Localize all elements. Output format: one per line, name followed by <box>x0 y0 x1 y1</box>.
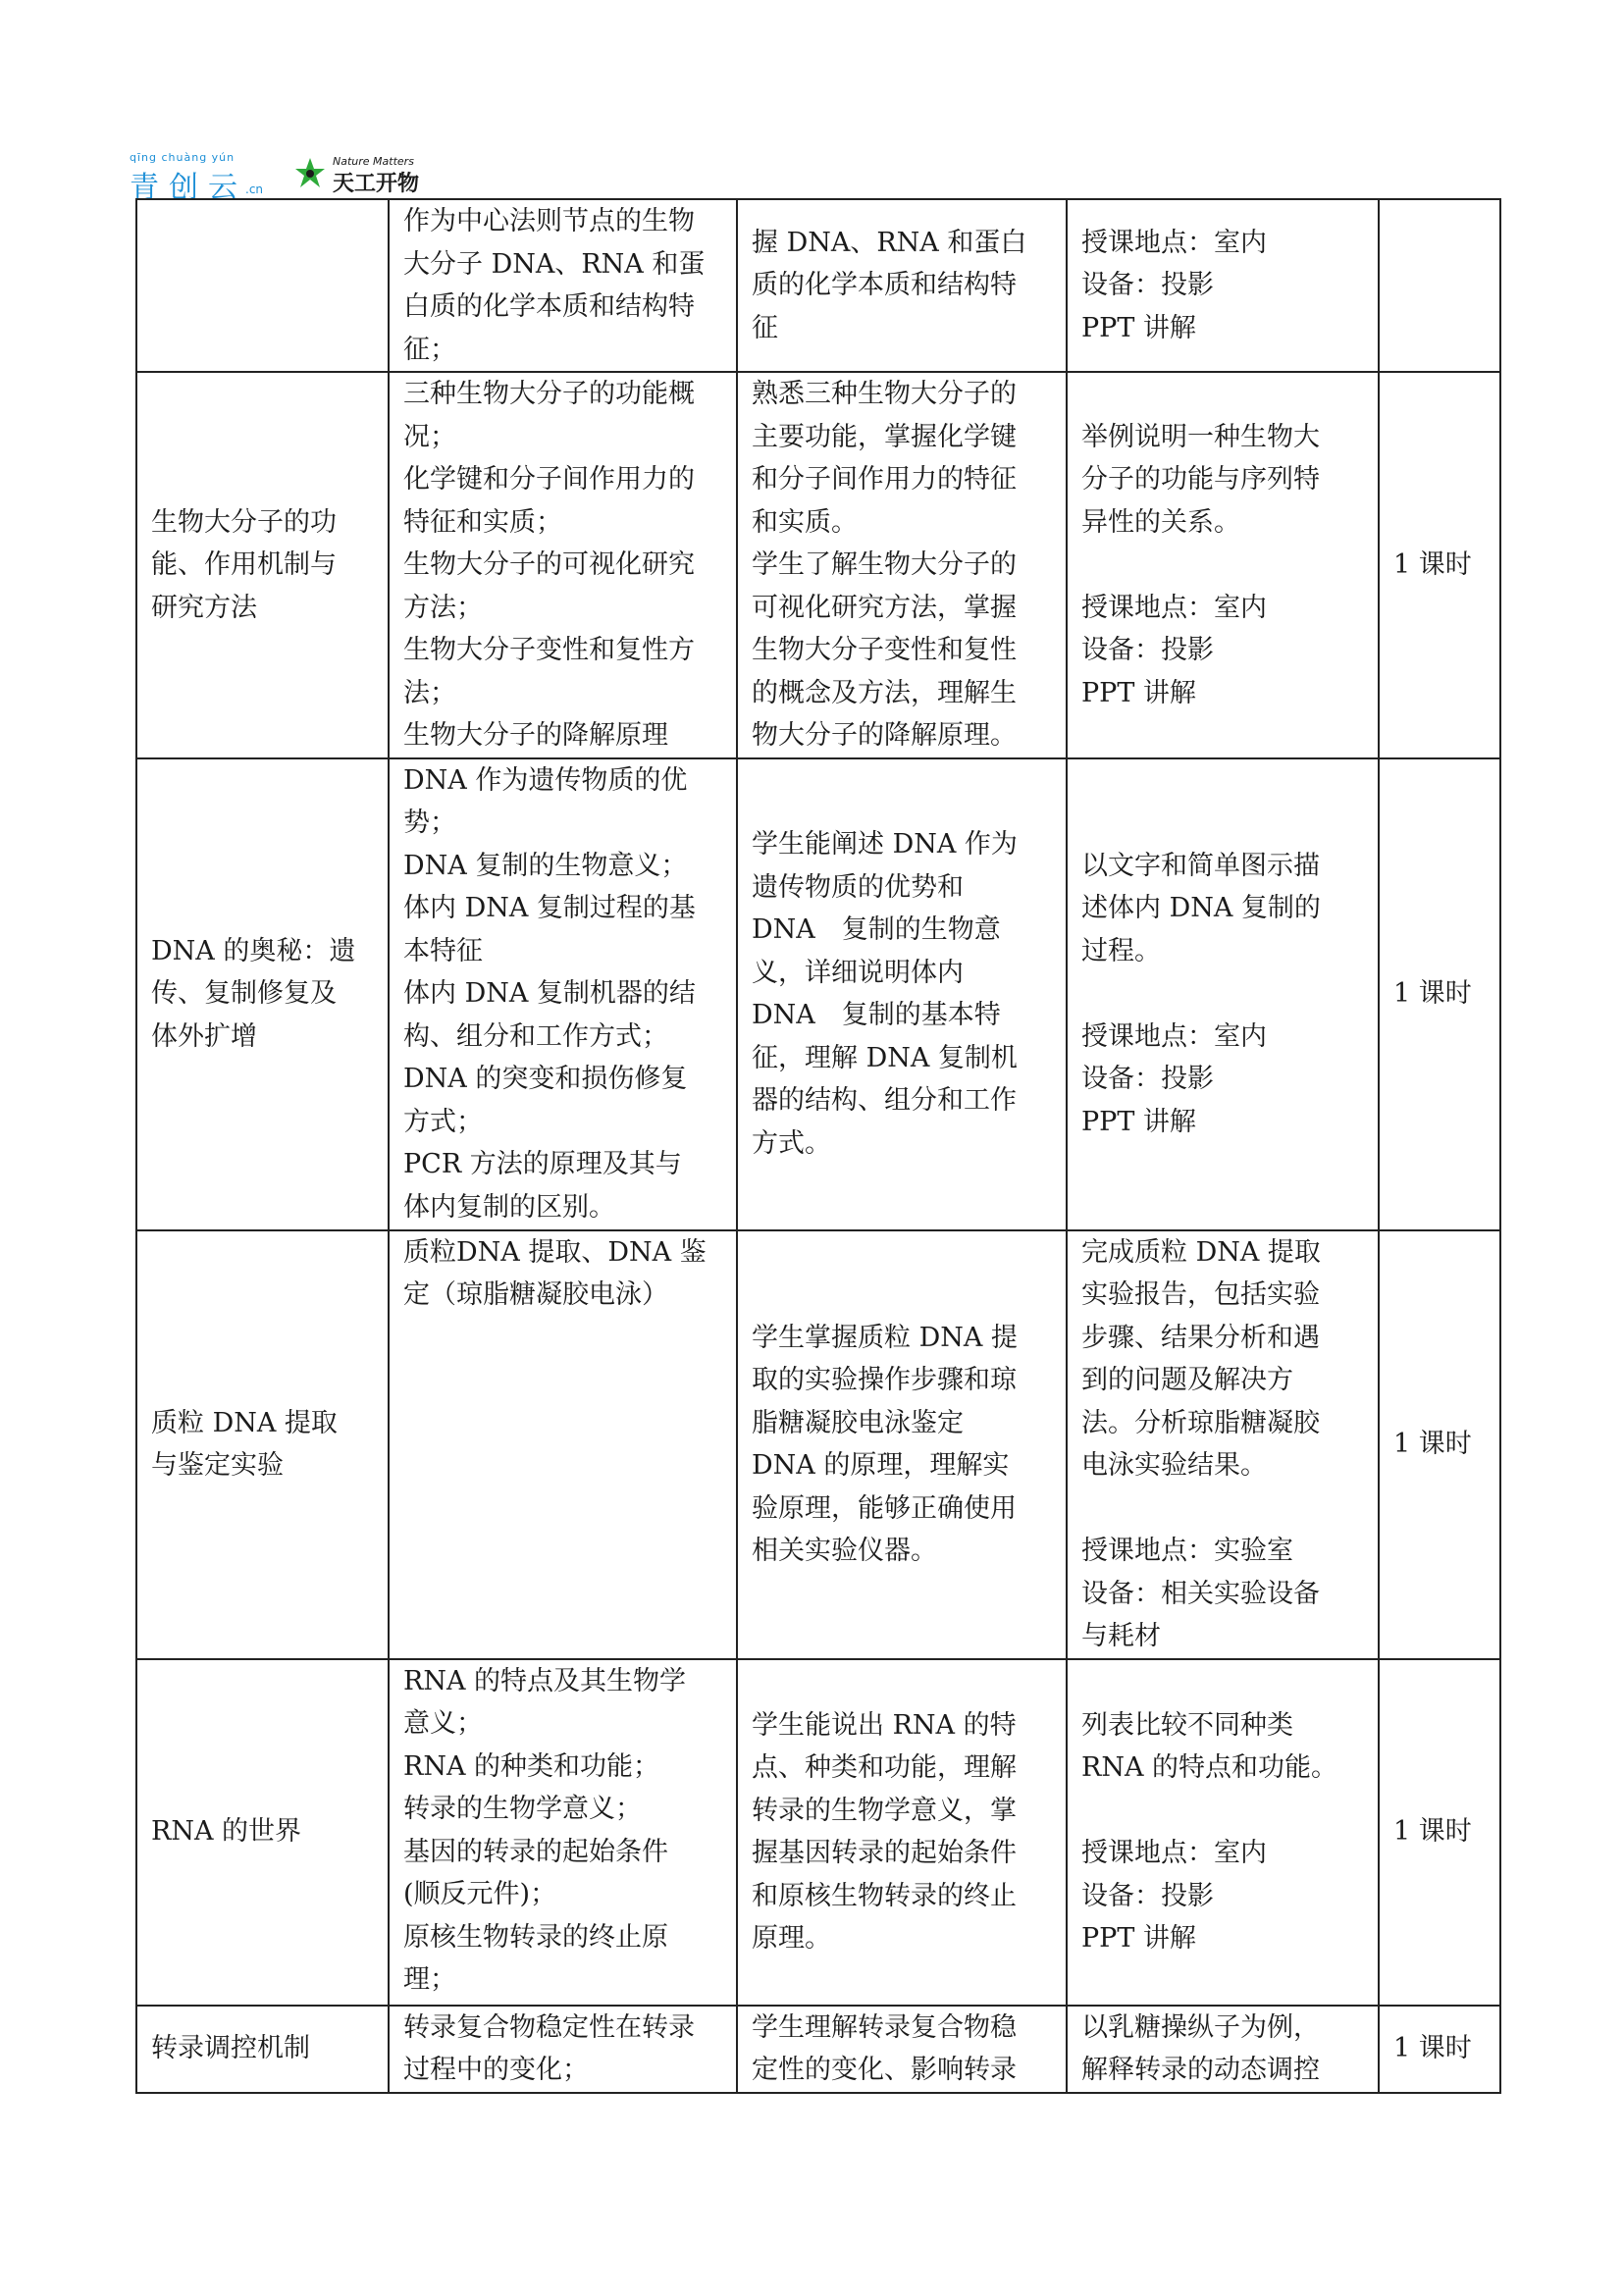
cell-line: 学生了解生物大分子的 <box>752 549 1017 580</box>
cell-line: 设备：投影 <box>1081 1880 1214 1911</box>
cell-line: 授课地点：室内 <box>1081 592 1267 623</box>
partner-zh: 天工开物 <box>333 172 420 196</box>
cell-line: 设备：相关实验设备 <box>1081 1578 1320 1609</box>
cell-line: 生物大分子的可视化研究 <box>403 549 695 580</box>
cell-line: 和原核生物转录的终止 <box>752 1880 1017 1911</box>
cell-line: 大分子 DNA、RNA 和蛋 <box>403 248 706 280</box>
blank-line <box>1081 972 1364 1016</box>
objectives-cell <box>737 199 1067 372</box>
cell-line: 质的化学本质和结构特 <box>752 270 1017 301</box>
table-row <box>136 2006 1500 2093</box>
cell-line: 转录复合物稳定性在转录 <box>403 2011 695 2043</box>
cell-line: DNA 的突变和损伤修复 <box>403 1064 688 1094</box>
content-cell <box>389 372 737 758</box>
hours-cell <box>1379 372 1500 758</box>
content-cell <box>389 758 737 1230</box>
cell-line: PPT 讲解 <box>1081 1106 1196 1137</box>
cell-line: 定性的变化、影响转录 <box>752 2055 1017 2085</box>
cell-line: 方式； <box>403 1106 483 1137</box>
cell-line: DNA 的奥秘：遗 <box>151 935 356 966</box>
table-row <box>136 1659 1500 2006</box>
cell-line: 征 <box>752 312 778 343</box>
activities-cell <box>1067 2006 1379 2093</box>
table-row <box>136 372 1500 758</box>
cell-line: 授课地点：实验室 <box>1081 1536 1293 1566</box>
cell-line: 转录的生物学意义； <box>403 1794 642 1824</box>
cell-line: 征； <box>403 334 456 365</box>
cell-line: 授课地点：室内 <box>1081 1838 1267 1868</box>
cell-line: 授课地点：室内 <box>1081 227 1267 258</box>
cell-line: 1 课时 <box>1393 978 1472 1010</box>
cell-line: 可视化研究方法，掌握 <box>752 592 1017 623</box>
cell-line: DNA 复制的生物意义； <box>403 850 688 881</box>
cell-line: 1 课时 <box>1393 2033 1472 2064</box>
cell-line: 法。分析琼脂糖凝胶 <box>1081 1407 1320 1438</box>
topic-cell <box>136 2006 389 2093</box>
cell-line: 授课地点：室内 <box>1081 1020 1267 1052</box>
cell-line: 分子的功能与序列特 <box>1081 464 1320 495</box>
blank-line <box>1081 1487 1364 1531</box>
cell-line: 质粒 DNA 提取 <box>151 1407 338 1438</box>
cell-line: 研究方法 <box>151 592 257 623</box>
cell-line: 转录的生物学意义，掌 <box>752 1795 1017 1826</box>
logo-suffix: .cn <box>245 183 264 196</box>
cell-line: 设备：投影 <box>1081 1064 1214 1095</box>
blank-line <box>1081 1790 1364 1833</box>
cell-line: 握 DNA、RNA 和蛋白 <box>752 227 1027 258</box>
cell-line: 点、种类和功能，理解 <box>752 1752 1017 1783</box>
cell-line: 过程中的变化； <box>403 2055 589 2085</box>
cell-line: 握基因转录的起始条件 <box>752 1838 1017 1868</box>
cell-line: 设备：投影 <box>1081 270 1214 301</box>
activities-cell <box>1067 372 1379 758</box>
content-cell <box>389 1659 737 2006</box>
page-header <box>130 149 444 205</box>
hours-cell <box>1379 2006 1500 2093</box>
cell-line: 原理。 <box>752 1923 831 1954</box>
cell-line: 理； <box>403 1964 456 1995</box>
cell-line: 设备：投影 <box>1081 635 1214 665</box>
cell-line: 以文字和简单图示描 <box>1081 850 1320 881</box>
cell-line: PPT 讲解 <box>1081 312 1196 343</box>
cell-line: 器的结构、组分和工作 <box>752 1085 1017 1116</box>
cell-line: (顺反元件)； <box>403 1879 557 1909</box>
cell-line: 学生掌握质粒 DNA 提 <box>752 1322 1018 1353</box>
cell-line: 义，详细说明体内 <box>752 957 964 988</box>
cell-line: 征，理解 DNA 复制机 <box>752 1042 1018 1073</box>
cell-line: 1 课时 <box>1393 1816 1472 1848</box>
activities-cell <box>1067 1659 1379 2006</box>
cell-line: 遗传物质的优势和 <box>752 871 964 903</box>
cell-line: 化学键和分子间作用力的 <box>403 464 695 495</box>
cell-line: 1 课时 <box>1393 549 1472 580</box>
cell-line: 法； <box>403 677 456 708</box>
cell-line: 学生理解转录复合物稳 <box>752 2011 1017 2043</box>
cell-line: 验原理，能够正确使用 <box>752 1492 1017 1524</box>
cell-line: 相关实验仪器。 <box>752 1536 937 1566</box>
cell-line: 生物大分子的功 <box>151 506 337 538</box>
cell-line: 体内复制的区别。 <box>403 1191 615 1223</box>
cell-line: RNA 的种类和功能； <box>403 1750 660 1782</box>
objectives-cell <box>737 372 1067 758</box>
cell-line: RNA 的世界 <box>151 1816 302 1848</box>
cell-line: 体内 DNA 复制过程的基 <box>403 893 696 923</box>
cell-line: 传、复制修复及 <box>151 978 337 1010</box>
cell-line: DNA 作为遗传物质的优 <box>403 764 688 796</box>
objectives-cell <box>737 758 1067 1230</box>
content-cell <box>389 2006 737 2093</box>
cell-line: 主要功能，掌握化学键 <box>752 421 1017 452</box>
cell-line: 举例说明一种生物大 <box>1081 421 1320 452</box>
cell-line: 定（琼脂糖凝胶电泳） <box>403 1279 668 1310</box>
cell-line: PPT 讲解 <box>1081 677 1196 708</box>
cell-line: 述体内 DNA 复制的 <box>1081 893 1321 924</box>
cell-line: PCR 方法的原理及其与 <box>403 1149 682 1179</box>
cell-line: 的概念及方法，理解生 <box>752 677 1017 708</box>
cell-line: 和分子间作用力的特征 <box>752 464 1017 495</box>
cell-line: 构、组分和工作方式； <box>403 1020 668 1052</box>
cell-line: PPT 讲解 <box>1081 1923 1196 1954</box>
table-row <box>136 199 1500 372</box>
topic-cell <box>136 372 389 758</box>
cell-line: 体内 DNA 复制机器的结 <box>403 978 696 1009</box>
cell-line: 学生能阐述 DNA 作为 <box>752 829 1018 860</box>
tiangongkaiwu-logo <box>291 153 448 198</box>
cell-line: 体外扩增 <box>151 1020 257 1052</box>
cell-line: 意义； <box>403 1708 483 1739</box>
qingchuangyun-logo <box>130 149 277 205</box>
cell-line: 特征和实质； <box>403 506 562 538</box>
cell-line: 生物大分子的降解原理 <box>403 720 668 751</box>
cell-line: 白质的化学本质和结构特 <box>403 291 695 322</box>
cell-line: 和实质。 <box>752 506 858 538</box>
cell-line: RNA 的特点及其生物学 <box>403 1665 687 1696</box>
objectives-cell <box>737 1230 1067 1659</box>
cell-line: 基因的转录的起始条件 <box>403 1836 668 1867</box>
objectives-cell <box>737 2006 1067 2093</box>
objectives-cell <box>737 1659 1067 2006</box>
cell-line: 生物大分子变性和复性方 <box>403 635 695 665</box>
cell-line: 原核生物转录的终止原 <box>403 1921 668 1953</box>
activities-cell <box>1067 199 1379 372</box>
cell-line: 以乳糖操纵子为例， <box>1081 2011 1320 2043</box>
table-row <box>136 758 1500 1230</box>
cell-line: 三种生物大分子的功能概 <box>403 379 695 409</box>
cell-line: 生物大分子变性和复性 <box>752 635 1017 665</box>
cell-line: 转录调控机制 <box>151 2033 310 2064</box>
cell-line: 况； <box>403 421 456 452</box>
cell-line: 电泳实验结果。 <box>1081 1450 1267 1481</box>
cell-line: 学生能说出 RNA 的特 <box>752 1709 1017 1741</box>
cell-line: 完成质粒 DNA 提取 <box>1081 1236 1321 1268</box>
content-cell <box>389 199 737 372</box>
cell-line: DNA 复制的基本特 <box>752 1000 1001 1030</box>
cell-line: RNA 的特点和功能。 <box>1081 1752 1338 1783</box>
cell-line: 方式。 <box>752 1127 831 1159</box>
hours-cell <box>1379 758 1500 1230</box>
blank-line <box>1081 544 1364 587</box>
cell-line: 实验报告，包括实验 <box>1081 1279 1320 1310</box>
cell-line: 与鉴定实验 <box>151 1450 284 1481</box>
cell-line: 取的实验操作步骤和琼 <box>752 1365 1017 1395</box>
cell-line: 解释转录的动态调控 <box>1081 2055 1320 2085</box>
cell-line: 过程。 <box>1081 935 1161 966</box>
hours-cell <box>1379 1230 1500 1659</box>
cell-line: 与耗材 <box>1081 1621 1161 1651</box>
partner-en: Nature Matters <box>333 155 414 168</box>
leaf-logo-icon <box>291 155 329 194</box>
cell-line: 到的问题及解决方 <box>1081 1365 1293 1395</box>
table-row <box>136 1230 1500 1659</box>
cell-line: 熟悉三种生物大分子的 <box>752 379 1017 409</box>
cell-line: 异性的关系。 <box>1081 506 1240 538</box>
hours-cell <box>1379 199 1500 372</box>
cell-line: 能、作用机制与 <box>151 549 337 580</box>
content-cell <box>389 1230 737 1659</box>
cell-line: DNA 的原理，理解实 <box>752 1450 1010 1481</box>
cell-line: 本特征 <box>403 935 483 966</box>
topic-cell <box>136 1230 389 1659</box>
activities-cell <box>1067 1230 1379 1659</box>
logo-name: 青创云 <box>130 171 247 205</box>
cell-line: 步骤、结果分析和遇 <box>1081 1322 1320 1353</box>
cell-line: DNA 复制的生物意 <box>752 914 1001 945</box>
activities-cell <box>1067 758 1379 1230</box>
cell-line: 作为中心法则节点的生物 <box>403 206 695 236</box>
topic-cell <box>136 199 389 372</box>
cell-line: 物大分子的降解原理。 <box>752 720 1017 751</box>
cell-line: 势； <box>403 808 456 838</box>
cell-line: 质粒DNA 提取、DNA 鉴 <box>403 1236 707 1268</box>
cell-line: 1 课时 <box>1393 1429 1472 1460</box>
topic-cell <box>136 758 389 1230</box>
cell-line: 脂糖凝胶电泳鉴定 <box>752 1407 964 1438</box>
hours-cell <box>1379 1659 1500 2006</box>
syllabus-table <box>135 198 1501 2094</box>
topic-cell <box>136 1659 389 2006</box>
cell-line: 方法； <box>403 592 483 623</box>
logo-pinyin: qīng chuàng yún <box>130 151 236 164</box>
cell-line: 列表比较不同种类 <box>1081 1709 1293 1741</box>
